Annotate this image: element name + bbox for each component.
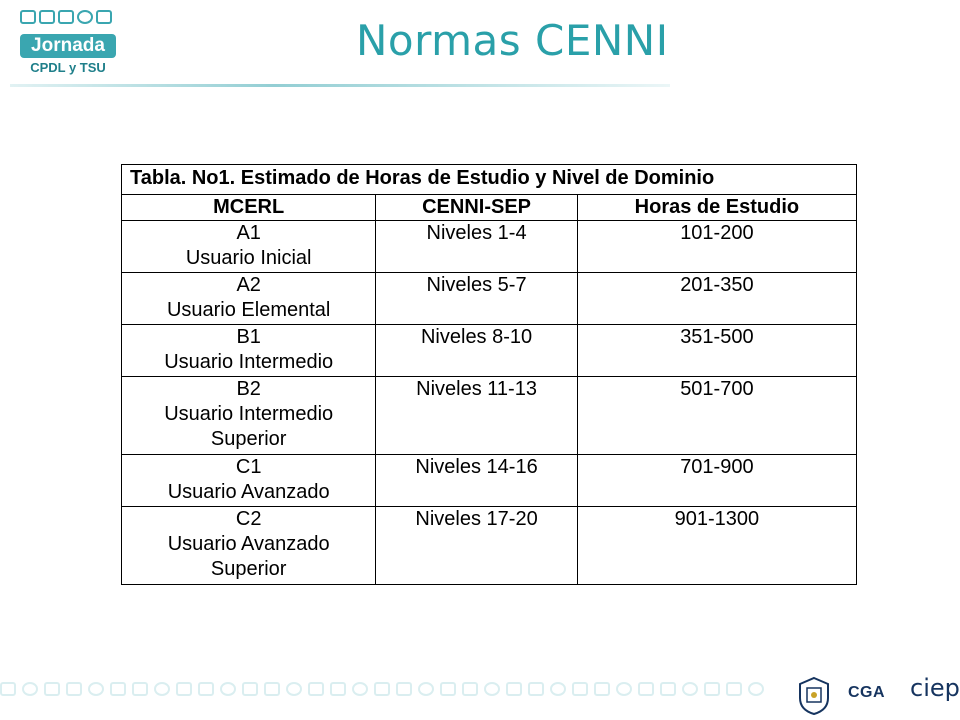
header-cenni: CENNI-SEP (376, 195, 577, 221)
table-row (122, 325, 857, 377)
cell-mcerl (122, 325, 376, 377)
table-header-row (122, 195, 857, 221)
mcerl-description: Usuario Intermedio (164, 351, 334, 373)
monitor-icon (58, 10, 74, 24)
mcerl-description: Usuario Intermedio (164, 403, 334, 425)
building-icon (20, 10, 36, 24)
mcerl-description: Usuario Avanzado (167, 481, 330, 503)
mcerl-description-cont: Superior (210, 428, 287, 450)
table-row (122, 507, 857, 585)
table-row (122, 273, 857, 325)
mcerl-level: C2 (235, 508, 262, 530)
header-horas: Horas de Estudio (577, 195, 856, 221)
cell-mcerl (122, 507, 376, 585)
calendar-icon (39, 10, 55, 24)
cell-mcerl (122, 455, 376, 507)
cell-mcerl (122, 377, 376, 455)
cell-mcerl (122, 273, 376, 325)
mcerl-description-cont: Superior (210, 558, 287, 580)
table-caption-row (122, 165, 857, 195)
cell-cenni: Niveles 1-4 (376, 221, 577, 273)
table-row (122, 455, 857, 507)
table-caption: Tabla. No1. Estimado de Horas de Estudio y Nivel de Dominio (122, 165, 857, 195)
cell-horas: 501-700 (577, 377, 856, 455)
mcerl-level: B2 (236, 378, 261, 400)
jornada-logo (20, 6, 120, 76)
header-mcerl: MCERL (122, 195, 376, 221)
logo-name: Jornada (20, 34, 116, 58)
cell-cenni: Niveles 5-7 (376, 273, 577, 325)
table-row (122, 377, 857, 455)
mcerl-level: B1 (236, 326, 261, 348)
cell-cenni: Niveles 11-13 (376, 377, 577, 455)
seal-icon (796, 676, 832, 716)
mcerl-level: C1 (235, 456, 262, 478)
table-row (122, 221, 857, 273)
cell-horas: 901-1300 (577, 507, 856, 585)
page-title: Normas CENNI (356, 16, 669, 65)
cell-horas: 351-500 (577, 325, 856, 377)
cell-horas: 101-200 (577, 221, 856, 273)
logo-icon-strip (20, 10, 112, 24)
mcerl-description: Usuario Avanzado (167, 533, 330, 555)
cga-logo: CGA (848, 684, 886, 701)
clock-icon (77, 10, 93, 24)
cell-mcerl (122, 221, 376, 273)
mcerl-level: A2 (236, 274, 261, 296)
cenni-table (121, 164, 857, 585)
cell-horas: 701-900 (577, 455, 856, 507)
cell-cenni: Niveles 17-20 (376, 507, 577, 585)
cell-cenni: Niveles 8-10 (376, 325, 577, 377)
title-divider (10, 84, 670, 87)
chart-icon (96, 10, 112, 24)
mcerl-description: Usuario Inicial (185, 247, 312, 269)
mcerl-description: Usuario Elemental (166, 299, 331, 321)
footer-icon-pattern (0, 676, 790, 696)
logo-subtitle: CPDL y TSU (30, 60, 106, 75)
ciep-logo: ciep (910, 674, 960, 702)
cell-cenni: Niveles 14-16 (376, 455, 577, 507)
cell-horas: 201-350 (577, 273, 856, 325)
mcerl-level: A1 (236, 222, 261, 244)
footer-pattern (0, 676, 790, 720)
